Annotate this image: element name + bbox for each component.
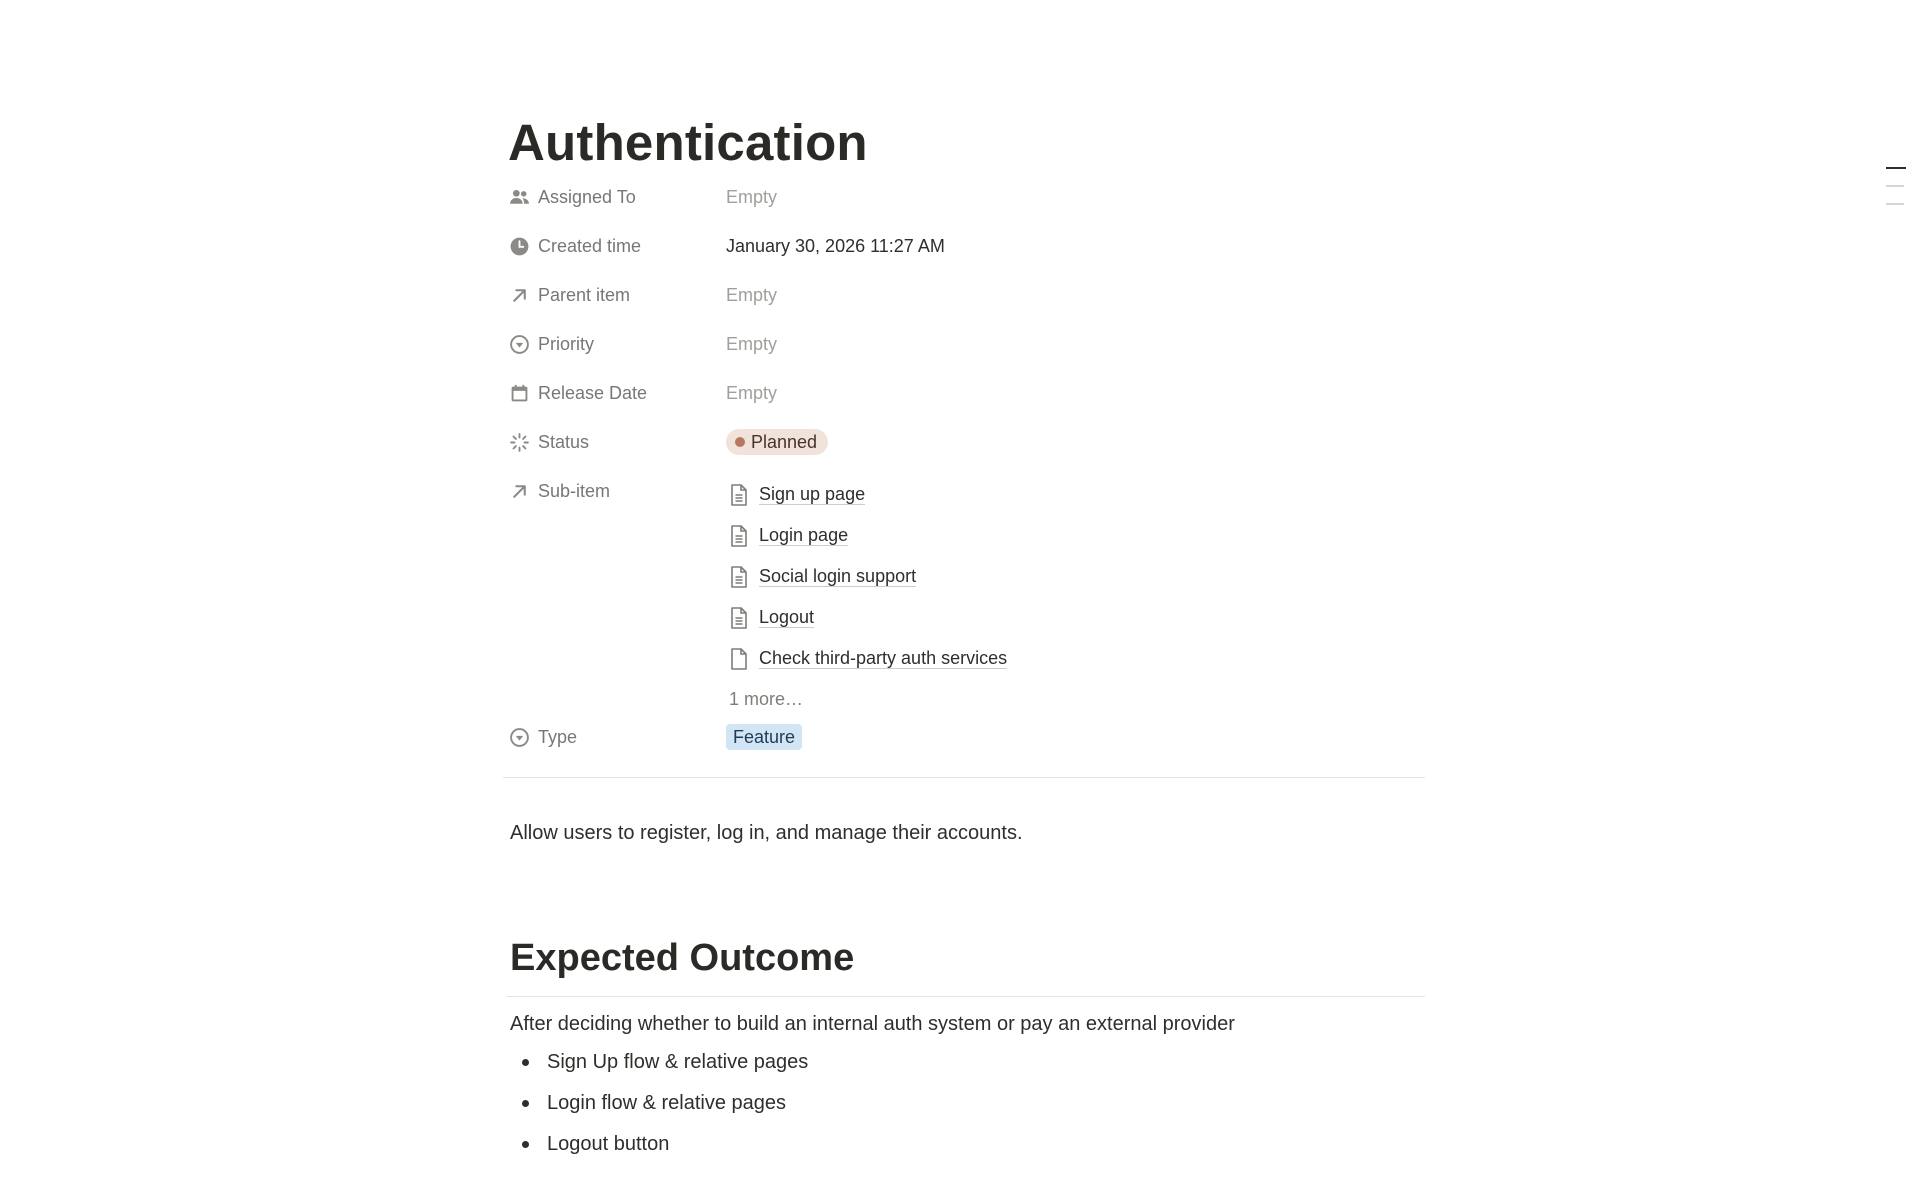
property-key-label: Type xyxy=(538,726,578,747)
outcome-bullet-list xyxy=(503,1042,1425,1165)
sub-item-check-third-party-auth[interactable] xyxy=(726,638,1007,679)
sub-item-list xyxy=(726,474,1007,720)
status-badge[interactable] xyxy=(726,429,828,455)
property-key-label: Release Date xyxy=(538,382,648,403)
property-key-label: Status xyxy=(538,431,590,452)
outcome-paragraph[interactable]: After deciding whether to build an internal auth system or pay an external provider xyxy=(510,1013,1235,1035)
sub-item-label: Logout xyxy=(759,607,815,627)
property-key[interactable] xyxy=(503,425,726,459)
property-key[interactable] xyxy=(503,376,726,410)
description-text[interactable]: Allow users to register, log in, and manage their accounts. xyxy=(510,822,1023,844)
property-type xyxy=(503,720,1425,769)
bullet-dot xyxy=(522,1059,529,1066)
heading-divider xyxy=(507,996,1425,997)
property-value[interactable] xyxy=(726,720,802,754)
status-dot xyxy=(735,437,745,447)
type-tag[interactable]: Feature xyxy=(726,724,802,750)
property-key[interactable] xyxy=(503,180,726,214)
toc-entry[interactable] xyxy=(1886,203,1904,205)
document-blank-icon xyxy=(728,647,750,671)
document-lines-icon xyxy=(728,606,750,630)
document-lines-icon xyxy=(728,524,750,548)
section-heading[interactable]: Expected Outcome xyxy=(510,937,855,979)
property-priority xyxy=(503,327,1425,376)
property-value[interactable]: Empty xyxy=(726,284,778,305)
clock-icon xyxy=(508,235,530,257)
bullet-dot xyxy=(522,1141,529,1148)
property-key-label: Parent item xyxy=(538,284,631,305)
toc-entry-active[interactable] xyxy=(1886,167,1906,169)
list-item-text: Logout button xyxy=(547,1133,670,1155)
select-circle-icon xyxy=(508,726,530,748)
bullet-dot xyxy=(522,1100,529,1107)
property-value[interactable] xyxy=(726,425,828,459)
property-value[interactable]: Empty xyxy=(726,382,778,403)
sub-item-label: Sign up page xyxy=(759,484,866,504)
property-value[interactable]: Empty xyxy=(726,186,778,207)
property-key-label: Priority xyxy=(538,333,595,354)
list-item[interactable] xyxy=(503,1042,1425,1083)
people-icon xyxy=(508,186,530,208)
sub-item-label: Social login support xyxy=(759,566,917,586)
list-item[interactable] xyxy=(503,1083,1425,1124)
property-sub-item xyxy=(503,474,1425,720)
table-of-contents-minimap[interactable] xyxy=(1886,167,1906,221)
property-release-date xyxy=(503,376,1425,425)
property-key-label: Created time xyxy=(538,235,642,256)
arrow-up-right-icon xyxy=(508,480,530,502)
calendar-icon xyxy=(508,382,530,404)
status-spinner-icon xyxy=(508,431,530,453)
document-lines-icon xyxy=(728,483,750,507)
document-lines-icon xyxy=(728,565,750,589)
property-key-label: Assigned To xyxy=(538,186,636,207)
list-item-text: Login flow & relative pages xyxy=(547,1092,787,1114)
property-value[interactable]: Empty xyxy=(726,333,778,354)
status-label: Planned xyxy=(751,432,818,452)
properties-divider xyxy=(503,777,1425,778)
property-key[interactable] xyxy=(503,474,726,508)
property-assigned-to xyxy=(503,180,1425,229)
property-value: January 30, 2026 11:27 AM xyxy=(726,235,945,256)
list-item-text: Sign Up flow & relative pages xyxy=(547,1051,809,1073)
property-status xyxy=(503,425,1425,474)
sub-item-logout[interactable] xyxy=(726,597,1007,638)
properties-panel xyxy=(503,180,1425,769)
property-key-label: Sub-item xyxy=(538,480,611,501)
property-parent-item xyxy=(503,278,1425,327)
page-title[interactable]: Authentication xyxy=(508,114,868,171)
toc-entry[interactable] xyxy=(1886,185,1904,187)
property-key[interactable] xyxy=(503,327,726,361)
sub-item-login-page[interactable] xyxy=(726,515,1007,556)
sub-item-label: Login page xyxy=(759,525,849,545)
sub-item-more-link[interactable]: 1 more… xyxy=(729,689,804,709)
select-circle-icon xyxy=(508,333,530,355)
page-content xyxy=(503,108,1425,1165)
property-created-time xyxy=(503,229,1425,278)
property-key[interactable] xyxy=(503,720,726,754)
sub-item-sign-up-page[interactable] xyxy=(726,474,1007,515)
property-key[interactable] xyxy=(503,278,726,312)
sub-item-social-login-support[interactable] xyxy=(726,556,1007,597)
arrow-up-right-icon xyxy=(508,284,530,306)
list-item[interactable] xyxy=(503,1124,1425,1165)
property-key[interactable] xyxy=(503,229,726,263)
sub-item-label: Check third-party auth services xyxy=(759,648,1008,668)
